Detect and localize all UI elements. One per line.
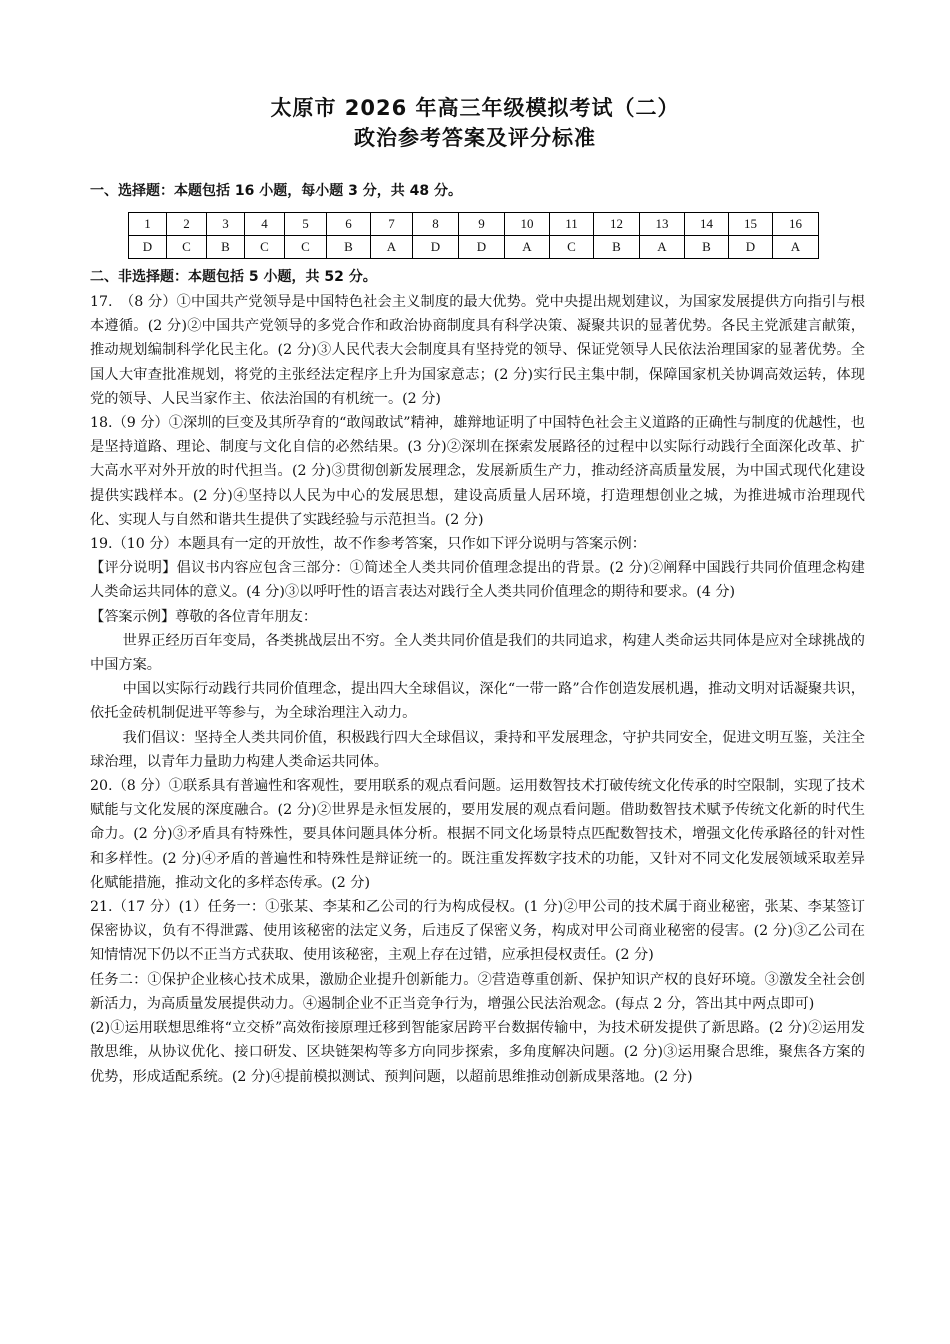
question-number-cell: 5 <box>285 213 327 236</box>
answer-q19-example-para: 中国以实际行动践行共同价值理念，提出四大全球倡议，深化“一带一路”合作创造发展机遇，推动文明对话凝聚共识，依托金砖机制促进平等参与，为全球治理注入动力。 <box>90 681 865 722</box>
question-number-cell: 10 <box>505 213 550 236</box>
question-number-cell: 4 <box>245 213 285 236</box>
question-number-cell: 12 <box>594 213 640 236</box>
question-number-cell: 1 <box>129 213 167 236</box>
answer-cell: B <box>327 236 371 259</box>
question-number-cell: 7 <box>371 213 413 236</box>
answer-table-number-row <box>129 213 819 236</box>
answer-q19-example-para: 世界正经历百年变局，各类挑战层出不穷。全人类共同价值是我们的共同追求，构建人类命运共同体是应对全球挑战的中国方案。 <box>90 632 865 674</box>
exam-subtitle: 政治参考答案及评分标准 <box>354 126 596 150</box>
answer-cell: B <box>207 236 245 259</box>
answer-q18: 18.（9 分）①深圳的巨变及其所孕育的“敢闯敢试”精神，雄辩地证明了中国特色社会主义道路的正确性与制度的优越性，也是坚持道路、理论、制度与文化自信的必然结果。(3 分)②深圳在探索发展路径的过程中以实际行动践行全面深化改革、扩大高水平对外开放的时代担当。(2 分)③贯彻创新发展理念，发展新质生产力，推动经济高质量发展，为中国式现代化建设提供实践样本。(2 分)④坚持以人民为中心的发展思想，建设高质量人居环境，打造理想创业之城，为推进城市治理现代化、实现人与自然和谐共生提供了实践经验与示范担当。(2 分) <box>90 415 865 528</box>
answer-q17: 17. （8 分）①中国共产党领导是中国特色社会主义制度的最大优势。党中央提出规划建议，为国家发展提供方向指引与根本遵循。(2 分)②中国共产党领导的多党合作和政治协商制度具有科学决策、凝聚共识的显著优势。各民主党派建言献策，推动规划编制科学化民主化。(2 分)③人民代表大会制度具有坚持党的领导、保证党领导人民依法治理国家的显著优势。全国人大审查批准规划，将党的主张经法定程序上升为国家意志；(2 分)实行民主集中制，保障国家机关协调高效运转，体现党的领导、人民当家作主、依法治国的有机统一。(2 分) <box>90 294 865 407</box>
answer-q21-part2: (2)①运用联想思维将“立交桥”高效衔接原理迁移到智能家居跨平台数据传输中，为技术研发提供了新思路。(2 分)②运用发散思维，从协议优化、接口研发、区块链架构等多方向同步探索，多角度解决问题。(2 分)③运用聚合思维，聚焦各方案的优势，形成适配系统。(2 分)④提前模拟测试、预判问题，以超前思维推动创新成果落地。(2 分) <box>90 1020 865 1085</box>
answer-q19-intro: 19.（10 分）本题具有一定的开放性，故不作参考答案，只作如下评分说明与答案示例： <box>90 536 646 553</box>
answer-cell: C <box>245 236 285 259</box>
answer-q20: 20.（8 分）①联系具有普遍性和客观性，要用联系的观点看问题。运用数智技术打破传统文化传承的时空限制，实现了技术赋能与文化发展的深度融合。(2 分)②世界是永恒发展的，要用发展的观点看问题。借助数智技术赋予传统文化新的时代生命力。(2 分)③矛盾具有特殊性，要具体问题具体分析。根据不同文化场景特点匹配数智技术，增强文化传承路径的针对性和多样性。(2 分)④矛盾的普遍性和特殊性是辩证统一的。既注重发挥数字技术的功能，又针对不同文化发展领域采取差异化赋能措施，推动文化的多样态传承。(2 分) <box>90 778 865 891</box>
question-number-cell: 13 <box>640 213 685 236</box>
section-heading-choice: 一、选择题：本题包括 16 小题，每小题 3 分，共 48 分。 <box>90 183 462 199</box>
section-heading-nonchoice: 二、非选择题：本题包括 5 小题，共 52 分。 <box>90 269 377 285</box>
question-number-cell: 16 <box>773 213 819 236</box>
answer-q19-example-para: 我们倡议：坚持全人类共同价值，积极践行四大全球倡议，秉持和平发展理念，守护共同安全，促进文明互鉴，关注全球治理，以青年力量助力构建人类命运共同体。 <box>90 729 865 770</box>
answer-cell: A <box>371 236 413 259</box>
answer-cell: A <box>505 236 550 259</box>
answer-body <box>90 290 865 1089</box>
question-number-cell: 11 <box>550 213 594 236</box>
answer-q19-scoring-note: 【评分说明】倡议书内容应包含三部分：①简述全人类共同价值理念提出的背景。(2 分)②阐释中国践行共同价值理念构建人类命运共同体的意义。(4 分)③以呼吁性的语言表达对践行全人类共同价值理念的期待和要求。(4 分) <box>90 560 865 601</box>
answer-q21-part1: 21.（17 分）(1）任务一：①张某、李某和乙公司的行为构成侵权。(1 分)②甲公司的技术属于商业秘密，张某、李某签订保密协议，负有不得泄露、使用该秘密的法定义务，后违反了保密义务，构成对甲公司商业秘密的侵害。(2 分)③乙公司在知情情况下仍以不正当方式获取、使用该秘密，主观上存在过错，应承担侵权责任。(2 分) <box>90 899 865 964</box>
answer-cell: C <box>167 236 207 259</box>
answer-q19-example-greeting: 【答案示例】尊敬的各位青年朋友： <box>90 608 318 625</box>
question-number-cell: 2 <box>167 213 207 236</box>
answer-cell: D <box>413 236 459 259</box>
answer-cell: A <box>640 236 685 259</box>
answer-cell: D <box>129 236 167 259</box>
answer-cell: A <box>773 236 819 259</box>
answer-cell: D <box>729 236 773 259</box>
question-number-cell: 14 <box>685 213 729 236</box>
question-number-cell: 6 <box>327 213 371 236</box>
answer-cell: B <box>594 236 640 259</box>
answer-table <box>128 212 819 259</box>
answer-table-answer-row <box>129 236 819 259</box>
answer-cell: C <box>550 236 594 259</box>
answer-cell: D <box>459 236 505 259</box>
answer-q21-task2: 任务二：①保护企业核心技术成果，激励企业提升创新能力。②营造尊重创新、保护知识产权的良好环境。③激发全社会创新活力，为高质量发展提供动力。④遏制企业不正当竞争行为，增强公民法治观念。(每点 2 分，答出其中两点即可) <box>90 971 865 1012</box>
question-number-cell: 3 <box>207 213 245 236</box>
answer-cell: B <box>685 236 729 259</box>
question-number-cell: 9 <box>459 213 505 236</box>
exam-title: 太原市 2026 年高三年级模拟考试（二） <box>270 96 680 120</box>
answer-cell: C <box>285 236 327 259</box>
question-number-cell: 15 <box>729 213 773 236</box>
question-number-cell: 8 <box>413 213 459 236</box>
